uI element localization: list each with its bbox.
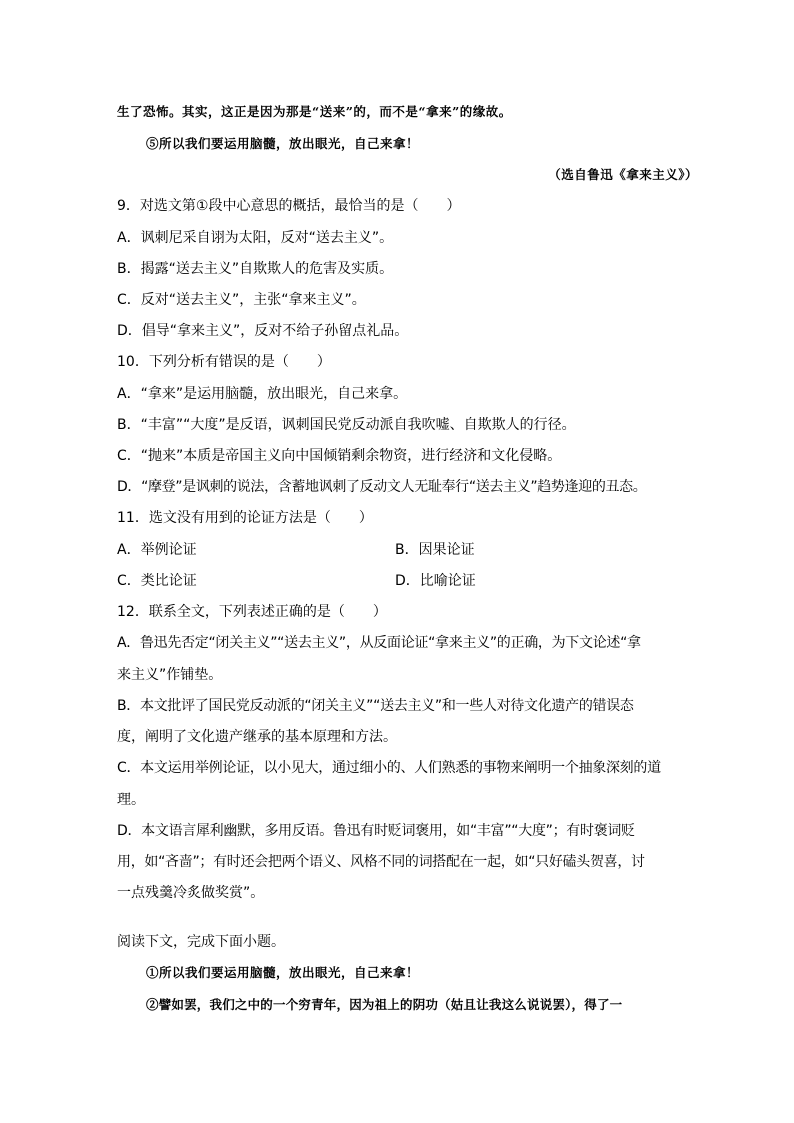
question-12-line: 来主义”作铺垫。	[117, 667, 223, 683]
question-12-line: C．本文运用举例论证，以小见大，通过细小的、人们熟悉的事物来阐明一个抽象深刻的道	[117, 760, 661, 776]
question-12-line: A．鲁迅先否定“闭关主义”“送去主义”，从反面论证“拿来主义”的正确，为下文论述“拿	[117, 635, 641, 651]
question-9-option-c: C．反对“送去主义”，主张“拿来主义”。	[117, 292, 366, 308]
question-11-option-b: B．因果论证	[395, 542, 475, 558]
question-11-option-d: D．比喻论证	[395, 573, 476, 589]
passage-paragraph-2: ②譬如罢，我们之中的一个穷青年，因为祖上的阴功（姑且让我这么说说罢），得了一	[146, 997, 623, 1012]
question-10-stem: 10．下列分析有错误的是（ ）	[117, 354, 331, 370]
question-11-stem: 11．选文没有用到的论证方法是（ ）	[117, 510, 373, 526]
passage-paragraph-5: ⑤所以我们要运用脑髓，放出眼光，自己来拿！	[146, 136, 420, 151]
question-9-option-a: A．讽刺尼采自诩为太阳，反对“送去主义”。	[117, 230, 394, 246]
question-12-line: B．本文批评了国民党反动派的“闭关主义”“送去主义”和一些人对待文化遗产的错误态	[117, 698, 634, 714]
question-10-option-a: A．“拿来”是运用脑髓，放出眼光，自己来拿。	[117, 386, 408, 402]
passage-source: （选自鲁迅《拿来主义》）	[548, 167, 698, 182]
question-9-option-b: B．揭露“送去主义”自欺欺人的危害及实质。	[117, 261, 394, 277]
question-12-line: 度，阐明了文化遗产继承的基本原理和方法。	[117, 729, 397, 745]
section-instruction: 阅读下文，完成下面小题。	[117, 934, 285, 950]
question-10-option-c: C．“抛来”本质是帝国主义向中国倾销剩余物资，进行经济和文化侵略。	[117, 448, 562, 464]
passage-line: 生了恐怖。其实，这正是因为那是“送来”的，而不是“拿来”的缘故。	[117, 104, 512, 119]
question-12-line: D．本文语言犀利幽默，多用反语。鲁迅有时贬词褒用，如“丰富”“大度”；有时褒词贬	[117, 823, 635, 839]
question-11-option-c: C．类比论证	[117, 573, 197, 589]
passage-paragraph-1: ①所以我们要运用脑髓，放出眼光，自己来拿！	[146, 965, 420, 980]
question-10-option-d: D．“摩登”是讽刺的说法，含蓄地讽刺了反动文人无耻奉行“送去主义”趋势逢迎的丑态。	[117, 479, 647, 495]
question-12-line: 用，如“吝啬”；有时还会把两个语义、风格不同的词搭配在一起，如“只好磕头贺喜，讨	[117, 854, 645, 870]
question-10-option-b: B．“丰富”“大度”是反语，讽刺国民党反动派自我吹嘘、自欺欺人的行径。	[117, 417, 576, 433]
question-11-option-a: A．举例论证	[117, 542, 197, 558]
question-12-line: 理。	[117, 792, 145, 808]
question-9-stem: 9．对选文第①段中心意思的概括，最恰当的是（ ）	[117, 198, 461, 214]
question-9-option-d: D．倡导“拿来主义”，反对不给子孙留点礼品。	[117, 323, 409, 339]
question-12-stem: 12．联系全文，下列表述正确的是（ ）	[117, 604, 387, 620]
question-12-line: 一点残羹冷炙做奖赏”。	[117, 885, 265, 901]
